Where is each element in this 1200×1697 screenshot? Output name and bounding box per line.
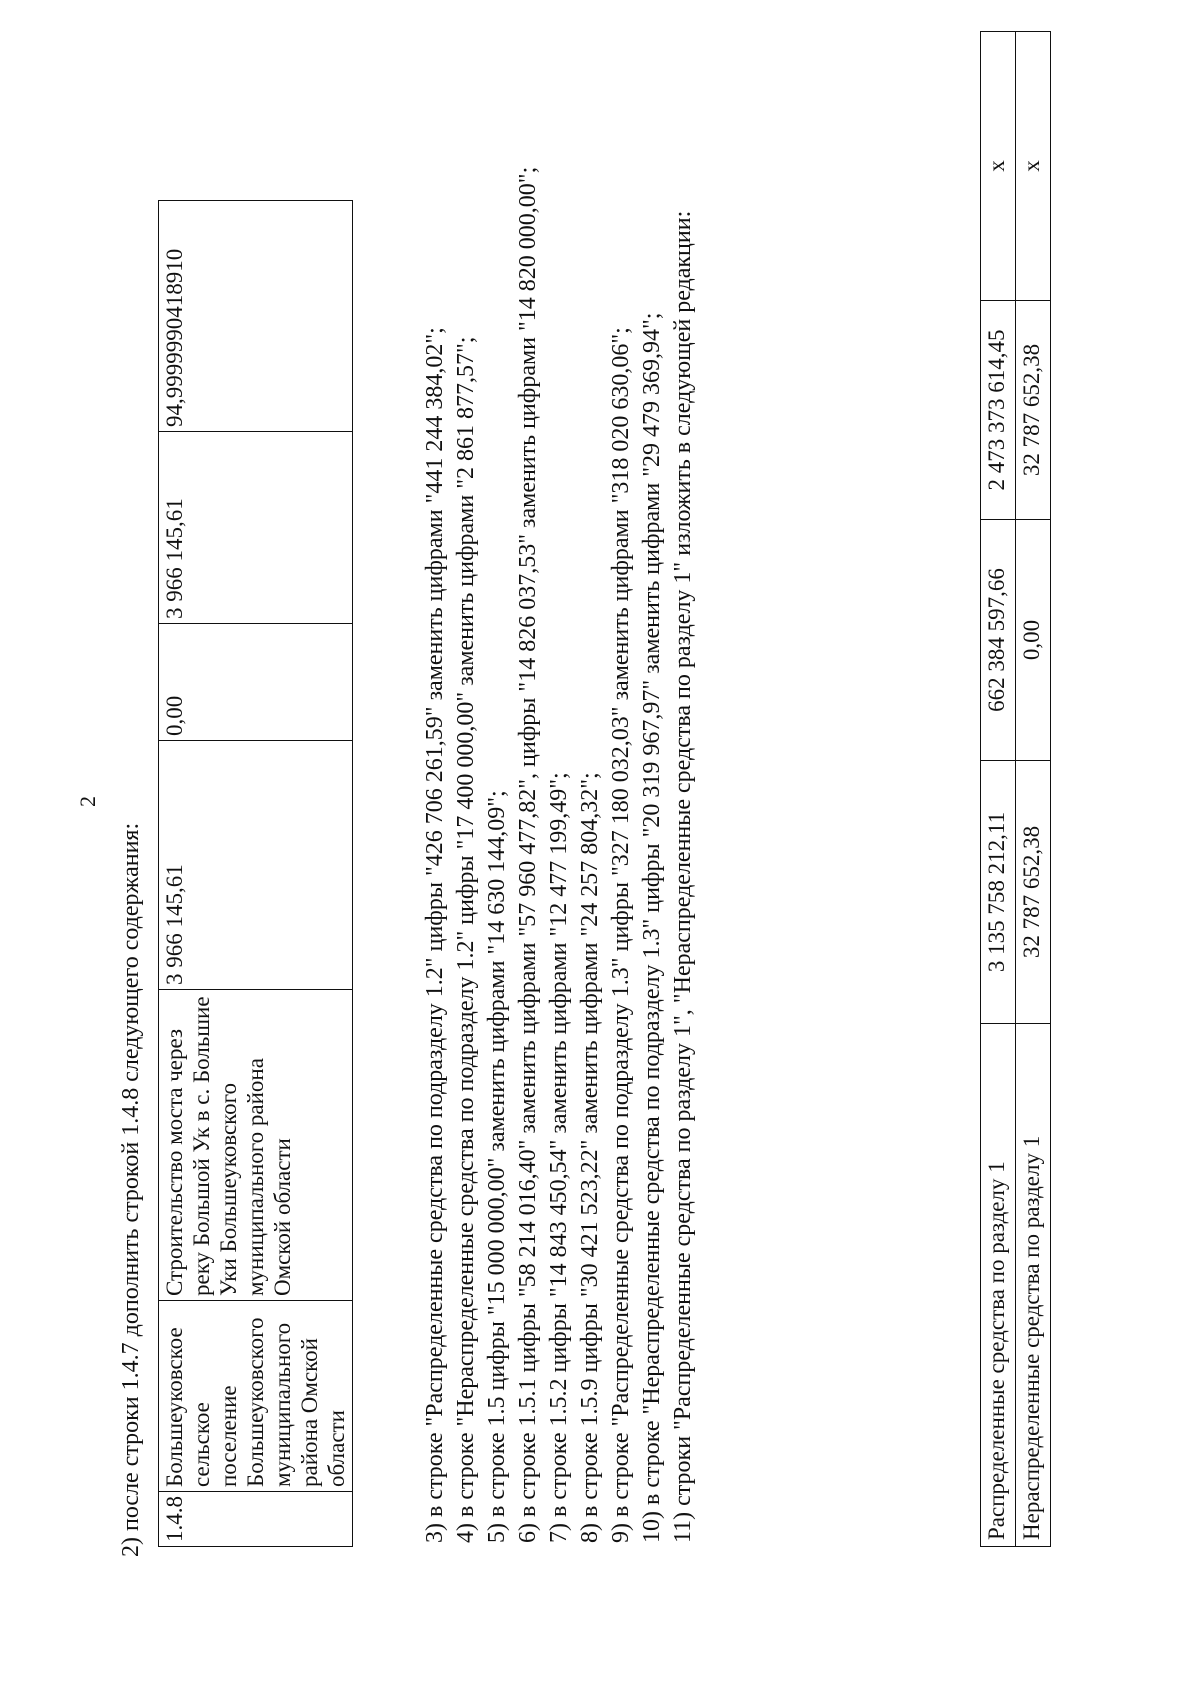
amount-total-cell: 3 966 145,61 (159, 741, 353, 990)
row-148-table (158, 200, 353, 1547)
summary-value: 662 384 597,66 (981, 520, 1016, 761)
paragraph: 10) в строке "Нераспределенные средства по подразделу 1.3" цифры "20 319 967,97" заменить цифрами "29 479 369,94"; (639, 312, 665, 1543)
amount-regional-cell: 3 966 145,61 (159, 432, 353, 624)
paragraph: 3) в строке "Распределенные средства по подразделу 1.2" цифры "426 706 261,59" заменить цифрами "441 244 384,02"; (422, 327, 448, 1543)
amendment-paragraphs (420, 122, 699, 1607)
paragraph: 7) в строке 1.5.2 цифры "14 843 450,54" заменить цифрами "12 477 199,49"; (546, 772, 572, 1543)
paragraph: 8) в строке 1.5.9 цифры "30 421 523,22" заменить цифрами "24 257 804,32"; (577, 772, 603, 1543)
summary-value: x (981, 32, 1016, 301)
summary-label: Нераспределенные средства по разделу 1 (1016, 1024, 1051, 1547)
page-number: 2 (75, 796, 100, 807)
summary-value: 2 473 373 614,45 (981, 301, 1016, 520)
paragraph: 6) в строке 1.5.1 цифры "58 214 016,40" заменить цифрами "57 960 477,82", цифры "14 826 037,53" заменить цифрами "14 820 000,00"; (515, 166, 541, 1543)
summary-value: 32 787 652,38 (1016, 301, 1051, 520)
table-row (159, 201, 353, 1547)
table-row (981, 32, 1016, 1547)
amount-federal-cell: 0,00 (159, 624, 353, 741)
intro-line: 2) после строки 1.4.7 дополнить строкой 1.4.8 следующего содержания: (118, 822, 144, 1557)
object-cell: Строительство моста через реку Большой Ук в с. Большие Уки Большеуковского муниципального района Омской области (159, 990, 353, 1301)
percent-cell: 94,9999990418910 (159, 201, 353, 432)
summary-value: 0,00 (1016, 520, 1051, 761)
municipality-cell: Большеуковское сельское поселение Большеуковского муниципального района Омской области (159, 1301, 353, 1492)
paragraph: 5) в строке 1.5 цифры "15 000 000,00" заменить цифрами "14 630 144,09"; (484, 790, 510, 1543)
paragraph: 11) строки "Распределенные средства по разделу 1", "Нераспределенные средства по разделу 1" изложить в следующей редакции: (670, 210, 696, 1543)
summary-value: x (1016, 32, 1051, 301)
summary-value: 32 787 652,38 (1016, 761, 1051, 1024)
summary-table (980, 31, 1051, 1547)
paragraph: 9) в строке "Распределенные средства по подразделу 1.3" цифры "327 180 032,03" заменить цифрами "318 020 630,06"; (608, 327, 634, 1543)
table-row (1016, 32, 1051, 1547)
summary-label: Распределенные средства по разделу 1 (981, 1024, 1016, 1547)
summary-value: 3 135 758 212,11 (981, 761, 1016, 1024)
paragraph: 4) в строке "Нераспределенные средства по подразделу 1.2" цифры "17 400 000,00" заменить цифрами "2 861 877,57"; (453, 336, 479, 1543)
row-number: 1.4.8 (159, 1492, 353, 1547)
